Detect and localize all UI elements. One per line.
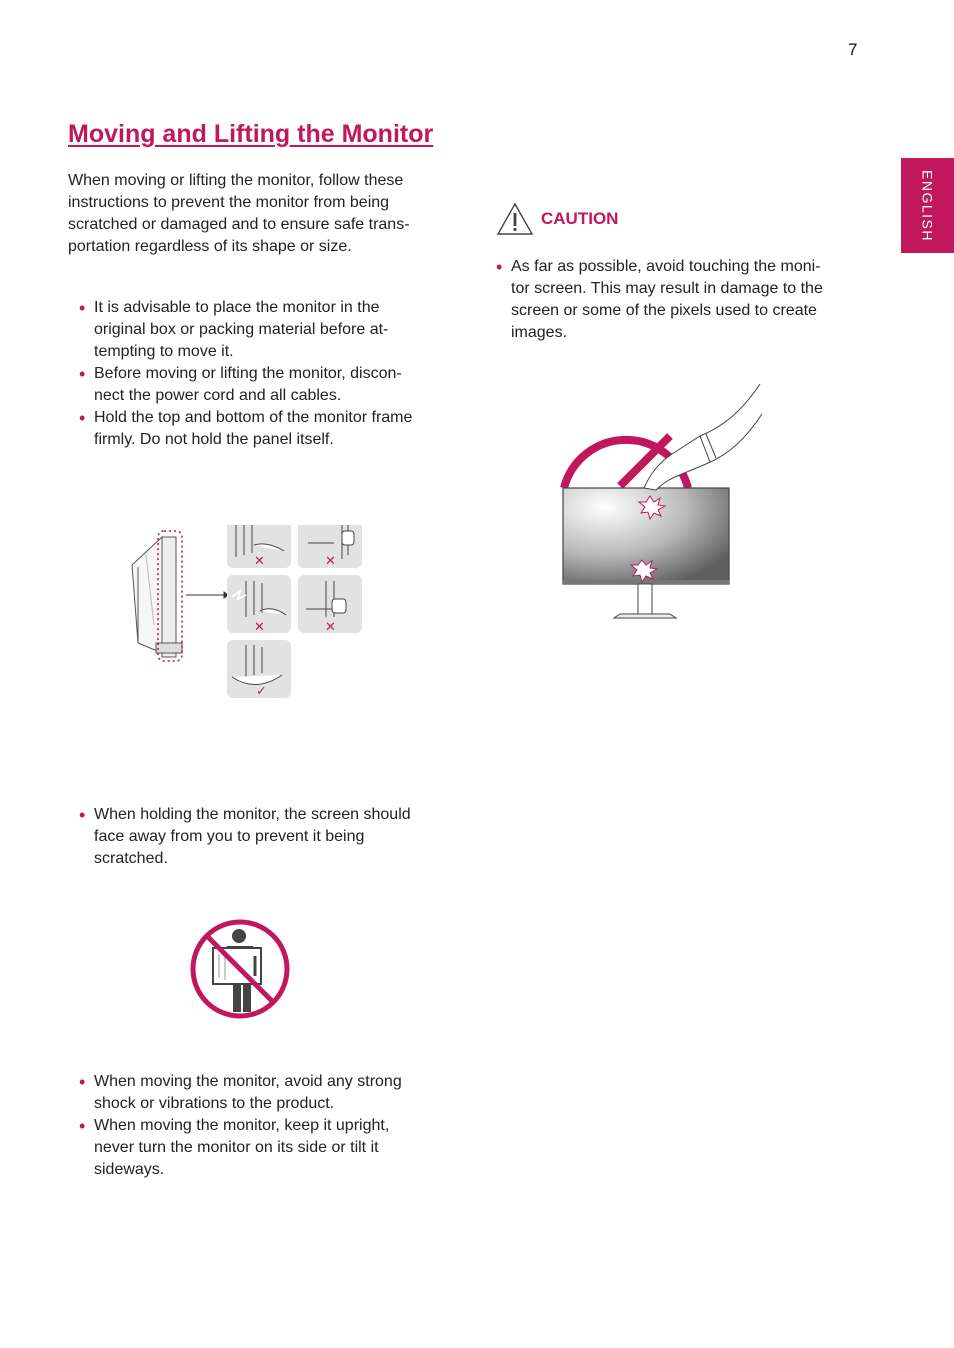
list-item-line: scratched. xyxy=(94,850,168,867)
language-tab[interactable] xyxy=(901,158,954,253)
page-number: 7 xyxy=(848,40,858,59)
list-item-line: It is advisable to place the monitor in the xyxy=(94,299,380,316)
page-title: Moving and Lifting the Monitor xyxy=(68,120,434,148)
list-item-line: tempting to move it. xyxy=(94,343,234,360)
grip-panel-4 xyxy=(298,575,362,635)
wrong-mark-icon: ✕ xyxy=(325,554,336,569)
grip-panel-1 xyxy=(227,525,291,569)
list-item-line: tor screen. This may result in damage to the xyxy=(511,280,823,297)
list-item-line: When moving the monitor, avoid any strong xyxy=(94,1073,402,1090)
bullet-list-handling xyxy=(68,297,412,451)
list-item-line: Before moving or lifting the monitor, discon- xyxy=(94,365,402,382)
list-item-line: As far as possible, avoid touching the moni- xyxy=(511,258,821,275)
list-item-line: When holding the monitor, the screen should xyxy=(94,806,411,823)
list-item xyxy=(68,804,411,870)
check-mark-icon: ✓ xyxy=(256,684,267,699)
arrow xyxy=(186,592,228,598)
hand-icon xyxy=(644,384,762,490)
no-touch-screen-illustration xyxy=(560,384,764,628)
list-item-line: original box or packing material before at- xyxy=(94,321,389,338)
intro-line: instructions to prevent the monitor from being xyxy=(68,194,390,211)
wrong-mark-icon: ✕ xyxy=(254,620,265,635)
list-item xyxy=(485,256,823,344)
list-item-line: images. xyxy=(511,324,568,341)
list-item xyxy=(68,363,412,407)
list-item xyxy=(68,1115,402,1181)
no-screen-facing-carry-illustration xyxy=(187,916,293,1022)
bullet-list-holding xyxy=(68,804,411,870)
list-item-line: firmly. Do not hold the panel itself. xyxy=(94,431,334,448)
caution-heading xyxy=(496,202,618,236)
person-carrying-monitor xyxy=(213,929,261,1012)
grip-panel-5 xyxy=(227,640,291,699)
grip-positions-illustration xyxy=(128,525,368,705)
grip-panel-3 xyxy=(227,575,291,635)
grip-panel-2 xyxy=(298,525,362,569)
warning-icon xyxy=(496,202,534,236)
list-item-line: never turn the monitor on its side or tilt it xyxy=(94,1139,379,1156)
list-item xyxy=(68,407,412,451)
list-item-line: face away from you to prevent it being xyxy=(94,828,365,845)
list-item xyxy=(68,297,412,363)
wrong-mark-icon: ✕ xyxy=(254,554,265,569)
monitor-side-view xyxy=(132,537,182,657)
intro-paragraph xyxy=(68,170,410,258)
list-item-line: nect the power cord and all cables. xyxy=(94,387,342,404)
intro-line: When moving or lifting the monitor, follow these xyxy=(68,172,404,189)
bullet-list-moving xyxy=(68,1071,402,1181)
list-item xyxy=(68,1071,402,1115)
caution-bullet-list xyxy=(485,256,823,344)
list-item-line: sideways. xyxy=(94,1161,165,1178)
caution-label: CAUTION xyxy=(541,209,619,228)
list-item-line: Hold the top and bottom of the monitor frame xyxy=(94,409,413,426)
language-tab-label: ENGLISH xyxy=(919,169,936,242)
intro-line: portation regardless of its shape or size. xyxy=(68,238,352,255)
intro-line: scratched or damaged and to ensure safe trans- xyxy=(68,216,410,233)
list-item-line: shock or vibrations to the product. xyxy=(94,1095,335,1112)
list-item-line: When moving the monitor, keep it upright, xyxy=(94,1117,390,1134)
wrong-mark-icon: ✕ xyxy=(325,620,336,635)
list-item-line: screen or some of the pixels used to create xyxy=(511,302,817,319)
